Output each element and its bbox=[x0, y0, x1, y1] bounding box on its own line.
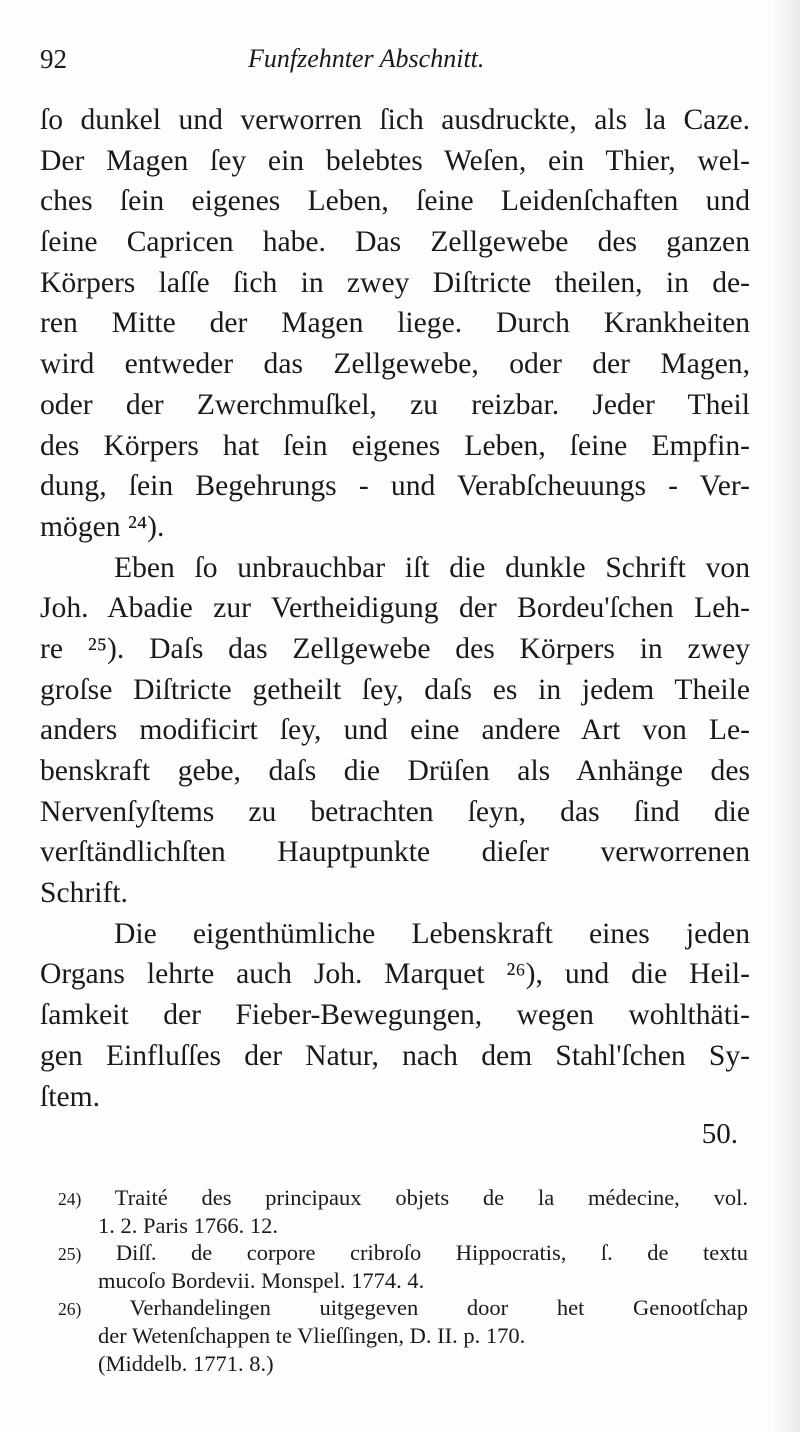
text-line: ſo dunkel und verworren ſich ausdruckte, als la Caze. bbox=[40, 104, 750, 136]
text-line: mögen ²⁴). bbox=[40, 510, 165, 543]
text-line: Organs lehrte auch Joh. Marquet ²⁶), und die Heil- bbox=[40, 958, 750, 991]
text-line: ſamkeit der Fieber-Bewegungen, wegen wohlthäti- bbox=[40, 999, 750, 1032]
footnote-text: Verhandelingen uitgegeven door het Genootſchap bbox=[129, 1295, 748, 1321]
text-line: anders modificirt ſey, und eine andere Art von Le- bbox=[40, 714, 750, 747]
footnote-continuation: der Wetenſchappen te Vlieſſingen, D. II. p. 170. bbox=[98, 1322, 526, 1348]
text-line: ches ſein eigenes Leben, ſeine Leidenſchaften und bbox=[40, 185, 750, 218]
text-line: re ²⁵). Daſs das Zellgewebe des Körpers in zwey bbox=[40, 632, 750, 665]
paragraph-start: Eben ſo unbrauchbar iſt die dunkle Schrift von bbox=[114, 551, 750, 584]
footnote-24 bbox=[58, 1184, 748, 1212]
text-line: groſse Diſtricte getheilt ſey, daſs es in jedem Theile bbox=[40, 673, 750, 706]
footnotes bbox=[58, 1184, 748, 1377]
catchword: 50. bbox=[701, 1118, 738, 1150]
text-line: ren Mitte der Magen liege. Durch Krankheiten bbox=[40, 307, 750, 340]
text-line: verſtändlichſten Hauptpunkte dieſer verworrenen bbox=[40, 836, 750, 869]
page-number: 92 bbox=[40, 44, 67, 74]
page-edge-shadow bbox=[772, 0, 800, 1432]
text-line: Körpers laſſe ſich in zwey Diſtricte theilen, in de- bbox=[40, 266, 750, 299]
text-line: benskraft gebe, daſs die Drüſen als Anhänge des bbox=[40, 755, 750, 787]
footnote-continuation: (Middelb. 1771. 8.) bbox=[98, 1350, 274, 1376]
text-line: Joh. Abadie zur Vertheidigung der Bordeu'ſchen Leh- bbox=[40, 592, 750, 625]
text-line: Nervenſyſtems zu betrachten ſeyn, das ſind die bbox=[40, 795, 750, 828]
footnote-26 bbox=[58, 1294, 748, 1322]
footnote-continuation: 1. 2. Paris 1766. 12. bbox=[98, 1212, 278, 1238]
text-line: Schrift. bbox=[40, 877, 128, 910]
footnote-text: Diſſ. de corpore cribroſo Hippocratis, ſ. de textu bbox=[115, 1240, 748, 1266]
footnote-number: 25) bbox=[58, 1244, 82, 1265]
paragraph-start: Die eigenthümliche Lebenskraft eines jeden bbox=[114, 917, 750, 950]
footnote-number: 24) bbox=[58, 1189, 82, 1209]
text-line: oder der Zwerchmuſkel, zu reizbar. Jeder Theil bbox=[40, 388, 750, 421]
text-line: Der Magen ſey ein belebtes Weſen, ein Thier, wel- bbox=[40, 144, 750, 177]
footnote-text: Traité des principaux objets de la médecine, vol. bbox=[114, 1185, 748, 1210]
body-text bbox=[40, 100, 750, 1117]
text-line: ſtem. bbox=[40, 1080, 100, 1113]
footnote-number: 26) bbox=[58, 1299, 82, 1320]
text-line: des Körpers hat ſein eigenes Leben, ſeine Empfin- bbox=[40, 429, 750, 462]
text-line: gen Einfluſſes der Natur, nach dem Stahl'ſchen Sy- bbox=[40, 1039, 750, 1072]
footnote-25 bbox=[58, 1239, 748, 1267]
text-line: ſeine Capricen habe. Das Zellgewebe des ganzen bbox=[40, 226, 750, 259]
running-head: Funfzehnter Abschnitt. bbox=[248, 44, 485, 73]
page-header bbox=[40, 44, 760, 84]
text-line: wird entweder das Zellgewebe, oder der Magen, bbox=[40, 348, 750, 381]
footnote-continuation: mucoſo Bordevii. Monspel. 1774. 4. bbox=[98, 1267, 425, 1293]
text-line: dung, ſein Begehrungs - und Verabſcheuungs - Ver- bbox=[40, 470, 750, 503]
